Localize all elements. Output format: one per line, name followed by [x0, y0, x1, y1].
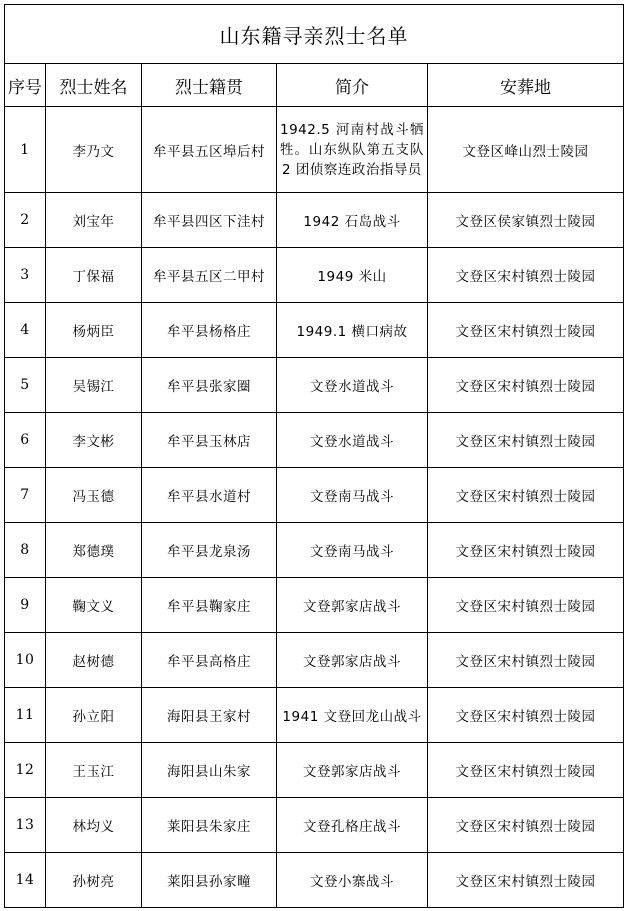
cell-intro: 文登南马战斗 — [277, 468, 428, 523]
cell-name: 赵树德 — [46, 633, 142, 688]
cell-intro: 文登郭家店战斗 — [277, 743, 428, 798]
title-row — [5, 5, 624, 64]
cell-no: 1 — [5, 107, 46, 193]
cell-hometown: 牟平县杨格庄 — [142, 303, 277, 358]
cell-no: 8 — [5, 523, 46, 578]
cell-hometown: 牟平县张家圈 — [142, 358, 277, 413]
table-row — [5, 688, 624, 743]
table-row — [5, 743, 624, 798]
cell-hometown: 牟平县龙泉汤 — [142, 523, 277, 578]
cell-name: 孙树亮 — [46, 853, 142, 908]
cell-hometown: 牟平县四区下洼村 — [142, 193, 277, 248]
header-name: 烈士姓名 — [46, 64, 142, 107]
cell-burial: 文登区宋村镇烈士陵园 — [428, 248, 624, 303]
cell-name: 刘宝年 — [46, 193, 142, 248]
cell-no: 10 — [5, 633, 46, 688]
cell-intro: 文登郭家店战斗 — [277, 578, 428, 633]
cell-name: 鞠文义 — [46, 578, 142, 633]
cell-intro: 文登南马战斗 — [277, 523, 428, 578]
table-row — [5, 853, 624, 908]
cell-hometown: 牟平县高格庄 — [142, 633, 277, 688]
cell-name: 李文彬 — [46, 413, 142, 468]
cell-burial: 文登区宋村镇烈士陵园 — [428, 798, 624, 853]
cell-hometown: 海阳县山朱家 — [142, 743, 277, 798]
cell-name: 王玉江 — [46, 743, 142, 798]
header-intro: 简介 — [277, 64, 428, 107]
cell-no: 12 — [5, 743, 46, 798]
cell-intro: 1949 米山 — [277, 248, 428, 303]
header-burial: 安葬地 — [428, 64, 624, 107]
table-row — [5, 578, 624, 633]
cell-intro: 文登小寨战斗 — [277, 853, 428, 908]
header-no: 序号 — [5, 64, 46, 107]
cell-burial: 文登区宋村镇烈士陵园 — [428, 743, 624, 798]
table-row — [5, 633, 624, 688]
cell-no: 6 — [5, 413, 46, 468]
cell-hometown: 牟平县五区二甲村 — [142, 248, 277, 303]
cell-burial: 文登区宋村镇烈士陵园 — [428, 578, 624, 633]
cell-intro: 文登郭家店战斗 — [277, 633, 428, 688]
cell-burial: 文登区侯家镇烈士陵园 — [428, 193, 624, 248]
cell-name: 林均义 — [46, 798, 142, 853]
cell-no: 5 — [5, 358, 46, 413]
cell-no: 4 — [5, 303, 46, 358]
martyr-table-body — [5, 5, 624, 908]
page-title: 山东籍寻亲烈士名单 — [5, 5, 624, 64]
cell-intro: 1942.5 河南村战斗牺牲。山东纵队第五支队 2 团侦察连政治指导员 — [277, 107, 428, 193]
cell-no: 9 — [5, 578, 46, 633]
cell-burial: 文登区宋村镇烈士陵园 — [428, 413, 624, 468]
cell-burial: 文登区宋村镇烈士陵园 — [428, 303, 624, 358]
cell-name: 冯玉德 — [46, 468, 142, 523]
cell-burial: 文登区宋村镇烈士陵园 — [428, 688, 624, 743]
table-row — [5, 358, 624, 413]
table-row — [5, 303, 624, 358]
martyr-list-sheet — [4, 4, 623, 907]
table-row — [5, 248, 624, 303]
table-row — [5, 413, 624, 468]
cell-hometown: 海阳县王家村 — [142, 688, 277, 743]
cell-no: 14 — [5, 853, 46, 908]
cell-no: 13 — [5, 798, 46, 853]
cell-no: 2 — [5, 193, 46, 248]
table-row — [5, 468, 624, 523]
martyr-table — [4, 4, 624, 908]
cell-hometown: 莱阳县孙家疃 — [142, 853, 277, 908]
cell-name: 杨炳臣 — [46, 303, 142, 358]
table-row — [5, 523, 624, 578]
cell-name: 孙立阳 — [46, 688, 142, 743]
cell-name: 丁保福 — [46, 248, 142, 303]
cell-burial: 文登区宋村镇烈士陵园 — [428, 358, 624, 413]
cell-hometown: 牟平县五区埠后村 — [142, 107, 277, 193]
cell-burial: 文登区宋村镇烈士陵园 — [428, 853, 624, 908]
table-row — [5, 193, 624, 248]
cell-no: 3 — [5, 248, 46, 303]
cell-hometown: 牟平县玉林店 — [142, 413, 277, 468]
cell-intro: 1949.1 横口病故 — [277, 303, 428, 358]
cell-burial: 文登区宋村镇烈士陵园 — [428, 523, 624, 578]
cell-intro: 文登水道战斗 — [277, 413, 428, 468]
cell-name: 吴锡江 — [46, 358, 142, 413]
cell-intro: 文登孔格庄战斗 — [277, 798, 428, 853]
cell-intro: 1942 石岛战斗 — [277, 193, 428, 248]
cell-no: 11 — [5, 688, 46, 743]
cell-no: 7 — [5, 468, 46, 523]
table-row — [5, 798, 624, 853]
cell-burial: 文登区宋村镇烈士陵园 — [428, 468, 624, 523]
cell-intro: 文登水道战斗 — [277, 358, 428, 413]
cell-burial: 文登区峰山烈士陵园 — [428, 107, 624, 193]
header-hometown: 烈士籍贯 — [142, 64, 277, 107]
table-row — [5, 107, 624, 193]
cell-hometown: 牟平县水道村 — [142, 468, 277, 523]
cell-burial: 文登区宋村镇烈士陵园 — [428, 633, 624, 688]
cell-name: 郑德璞 — [46, 523, 142, 578]
cell-hometown: 牟平县鞠家庄 — [142, 578, 277, 633]
header-row — [5, 64, 624, 107]
cell-intro: 1941 文登回龙山战斗 — [277, 688, 428, 743]
cell-name: 李乃文 — [46, 107, 142, 193]
cell-hometown: 莱阳县朱家庄 — [142, 798, 277, 853]
